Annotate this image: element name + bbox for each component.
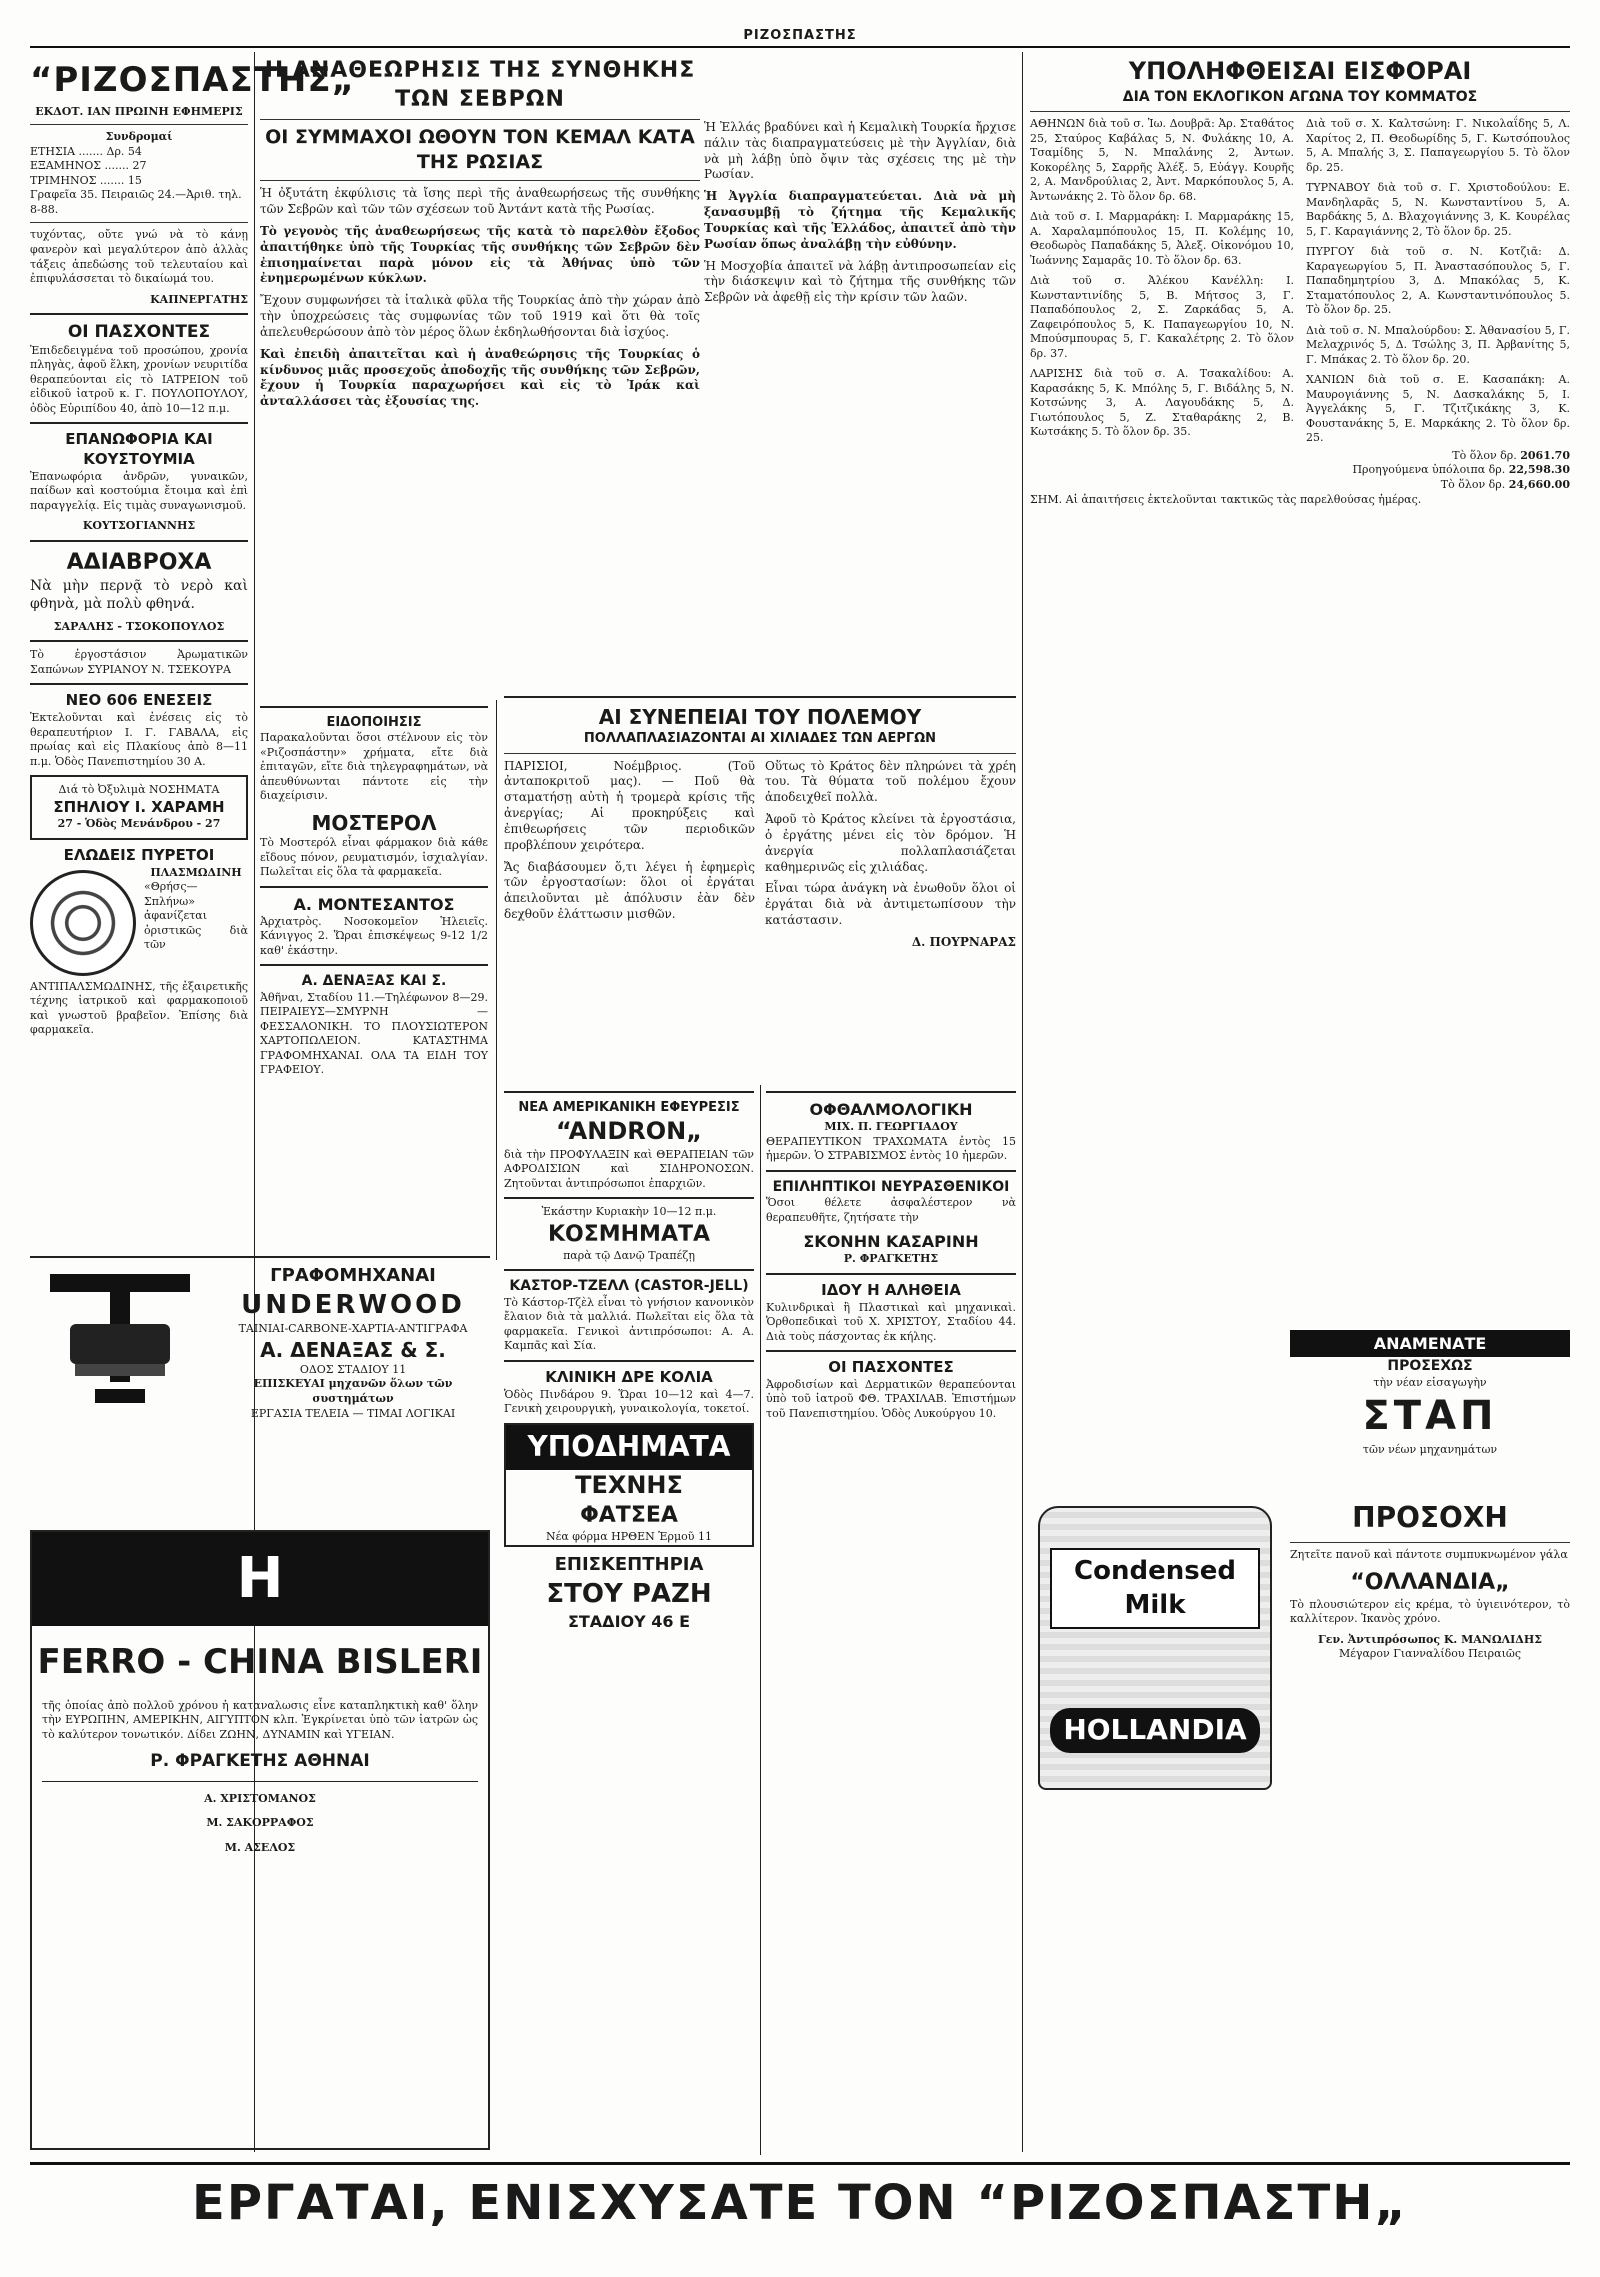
ad-line: ΕΡΓΑΣΙΑ ΤΕΛΕΙΑ — ΤΙΜΑΙ ΛΟΓΙΚΑΙ: [250, 1406, 456, 1420]
ad-name: ΣΑΡΑΛΗΣ - ΤΣΟΚΟΠΟΥΛΟΣ: [53, 619, 225, 633]
sub-price: 27: [132, 159, 147, 173]
running-head: ΡΙΖΟΣΠΑΣΤΗΣ: [743, 28, 857, 43]
divider: [504, 1269, 754, 1271]
divider: [260, 180, 700, 181]
doctor-name: Μ. ΣΑΚΟΡΡΑΦΟΣ: [206, 1816, 314, 1830]
total-row: [1030, 449, 1570, 464]
ad-text: Ἀθῆναι, Σταδίου 11.—Τηλέφωνον 8—29. ΠΕΙΡΑΙΕΥΣ—ΣΜΥΡΝΗ — ΦΕΣΣΑΛΟΝΙΚΗ. ΤΟ ΠΛΟΥΣΙΩΤΕΡΟΝ ΧΑΡΤΟΠΩΛΕΙΟΝ. ΚΑΤΑΣΤΗΜΑ ΓΡΑΦΟΜΗΧΑΝΑΙ. ΟΛΑ ΤΑ ΕΙΔΗ ΤΟΥ ΓΡΑΦΕΙΟΥ.: [260, 990, 488, 1077]
divider: [30, 1256, 490, 1258]
ad-title: Α. ΜΟΝΤΕΣΑΝΤΟΣ: [293, 894, 455, 914]
ad-text: Νὰ μὴν περνᾷ τὸ νερὸ καὶ φθηνὰ, μὰ πολὺ φθηνά.: [30, 577, 248, 613]
ad-line: ΕΠΙΣΚΕΥΑΙ μηχανῶν ὅλων τῶν συστημάτων: [253, 1377, 453, 1405]
divider: [30, 683, 248, 685]
top-rule: [30, 46, 1570, 48]
ad-line: ΤΑΙΝΙΑΙ-CARBONE-ΧΑΡΤΙΑ-ΑΝΤΙΓΡΑΦΑ: [238, 1322, 468, 1336]
ad-title: ΕΠΙΛΗΠΤΙΚΟΙ ΝΕΥΡΑΣΘΕΝΙΚΟΙ: [772, 1178, 1010, 1195]
ad-text: Ζητεῖτε πανοῦ καὶ πάντοτε συμπυκνωμένον γάλα: [1290, 1547, 1568, 1561]
dealer-name: Α. ΔΕΝΑΞΑΣ & Σ.: [260, 1337, 446, 1362]
divider: [766, 1273, 1016, 1275]
doctor-name: Μ. ΑΣΕΛΟΣ: [224, 1840, 296, 1854]
brand-name: UNDERWOOD: [241, 1289, 465, 1320]
divider: [30, 222, 248, 223]
article-paragraph: Οὕτως τὸ Κράτος δὲν πληρώνει τὰ χρέη του. Τὰ θύματα τοῦ πολέμου ἔχουν ἀποδειχθεῖ πολλὰ.: [765, 758, 1016, 805]
article-paragraph: Τὸ γεγονὸς τῆς ἀναθεωρήσεως τῆς κατὰ τὸ παρελθὸν ἔξοδος ἀπαιτήθηκε ὑπὸ τῆς Τουρκίας τῆς συνθήκης τῶν Σεβρῶν δὲν ἐπισημαίνεται παρὰ μόνον εἰς τὰ Ἀθήνας ὑπὸ τῶν ἐνημερωμένων κύκλων.: [260, 223, 700, 286]
divider: [504, 1360, 754, 1362]
masthead-subtitle: ΕΚΔΟΤ. ΙΑΝ ΠΡΩΙΝΗ ΕΦΗΜΕΡΙΣ: [35, 104, 243, 118]
product-name: ΣΚΟΝΗΝ ΚΑΣΑΡΙΝΗ: [803, 1232, 979, 1252]
footer-banner: ΕΡΓΑΤΑΙ, ΕΝΙΣΧΥΣΑΤΕ ΤΟΝ “ΡΙΖΟΣΠΑΣΤΗ„: [192, 2175, 1408, 2231]
prev-label: Προηγούμενα ὑπόλοιπα δρ.: [1352, 463, 1506, 477]
divider: [30, 124, 248, 125]
ad-text: ΘΕΡΑΠΕΥΤΙΚΟΝ ΤΡΑΧΩΜΑΤΑ ἐντὸς 15 ἡμερῶν. Ὁ ΣΤΡΑΒΙΣΜΟΣ ἐντὸς 10 ἡμερῶν.: [766, 1134, 1016, 1163]
masthead-title: “ΡΙΖΟΣΠΑΣΤΗΣ„: [30, 60, 355, 100]
ad-line: ΟΔΟΣ ΣΤΑΔΙΟΥ 11: [299, 1362, 407, 1376]
article-paragraph: Ἔχουν συμφωνήσει τὰ ἰταλικὰ φῦλα τῆς Τουρκίας ἀπὸ τὴν χώραν ἀπὸ τὴν ὑποχρεώσεις τὰς συμφωνίας τῶν τοῦ 1919 καὶ ὅτι θὰ τοῖς ἀπελευθερώσουν ἀπὸ τὸν μέρος ὅλων ἐκδηλωθήσονται διὰ ἰσχύος.: [260, 293, 700, 339]
ad-box: [30, 775, 248, 840]
typewriter-image: [30, 1264, 210, 1414]
contribution-entry: Διὰ τοῦ σ. Ἀλέκου Κανέλλη: Ι. Κωνσταντινίδης 5, Β. Μήτσος 3, Γ. Παπαδόπουλος 2, Σ. Ζαρκάδας 5, Α. Ζαφειρόπουλος 5, Κ. Παπαγεωργίου 10, Ν. Μπούσμπουρας 5, Γ. Κακαλέτρης 2. Τὸ ὅλον δρ. 37.: [1030, 274, 1294, 360]
editorial-text: τυχόντας, οὔτε γνώ νὰ τὸ κάνῃ φανερὸν καὶ μεγαλύτερον ἀπὸ ἀλλὰς τάξεις ἀπεδώσης τοῦ τελευταίου καὶ ἐπιφυλάσσεται τὸ δικαίωμά του.: [30, 228, 248, 286]
article-paragraph: Ἡ Ἀγγλία διαπραγματεύεται. Διὰ νὰ μὴ ξανασυμβῇ τὸ ζήτημα τῆς Κεμαλικῆς Τουρκίας καὶ τῆς Ἑλλάδος, ἀπαιτεῖ ἀπὸ τὴν Ρωσίαν ὅπως ἀναλάβῃ τὴν εὐθύνην.: [704, 189, 1016, 251]
ad-text: διὰ τὴν ΠΡΟΦΥΛΑΞΙΝ καὶ ΘΕΡΑΠΕΙΑΝ τῶν ΑΦΡΟΔΙΣΙΩΝ καὶ ΣΙΔΗΡΟΝΟΣΩΝ. Ζητοῦνται ἀντιπρόσωποι ἐπαρχιῶν.: [504, 1147, 754, 1190]
center-ads-column: [504, 1085, 754, 2155]
divider: [504, 1091, 754, 1093]
underwood-text: [210, 1264, 490, 1421]
ad-title: ΑΝΑΜΕΝΑΤΕ: [1290, 1330, 1570, 1357]
article-subtitle: ΠΟΛΛΑΠΛΑΣΙΑΖΟΝΤΑΙ ΑΙ ΧΙΛΙΑΔΕΣ ΤΩΝ ΑΕΡΓΩΝ: [583, 731, 937, 747]
divider: [260, 119, 700, 120]
ad-title: ΕΠΙΣΚΕΠΤΗΡΙΑ: [554, 1553, 704, 1575]
brand-name: ΣΤΑΠ: [1362, 1393, 1498, 1440]
notice-text: Παρακαλοῦνται ὅσοι στέλνουν εἰς τὸν «Ριζοσπάστην» χρήματα, εἴτε διὰ ἐπιταγῶν, εἴτε διὰ τηλεγραφημάτων, νὰ ἀπευθύνωνται πάντοτε εἰς τὴν διαχείρισιν.: [260, 731, 488, 803]
contributions-note: ΣΗΜ. Αἱ ἀπαιτήσεις ἐκτελοῦνται τακτικῶς τὰς παρελθούσας ἡμέρας.: [1030, 492, 1422, 506]
ad-title: ΟΙ ΠΑΣΧΟΝΤΕΣ: [828, 1358, 954, 1377]
prev-row: [1030, 463, 1570, 478]
ad-title: ΕΛΩΔΕΙΣ ΠΥΡΕΤΟΙ: [63, 845, 215, 864]
ad-text: Τὸ Κάστορ-Τζὲλ εἶναι τὸ γνήσιον κανονικὸν ἔλαιον διὰ τὰ μαλλιά. Πωλεῖται εἰς ὅλα τὰ φαρμακεῖα. Γενικοὶ ἀντιπρόσωποι: Α. Α. Καμπᾶς καὶ Σία.: [504, 1295, 754, 1353]
contribution-entry: ΑΘΗΝΩΝ διὰ τοῦ σ. Ἰω. Δουβρᾶ: Ἀρ. Σταθάτος 25, Σταύρος Καβάλας 5, Ν. Φυλάκης 10, Α. Τσαμίδης 5, Ν. Μπαλάνης 2, Ἀντων. Κοκορέλης 5, Σαρρῆς Ἀλέξ. 5, Εὐάγγ. Κουρῆς 2, Α. Μανδρούλιας 2, Ἀντ. Μαρκόπουλος 5, Α. Ἀντωνάκης 2. Τὸ ὅλον δρ. 68.: [1030, 117, 1294, 203]
divider: [260, 964, 488, 966]
subscription-row: ΤΡΙΜΗΝΟΣ ....... 15: [30, 173, 142, 187]
article-paragraph: Ἡ Ἐλλάς βραδύνει καὶ ἡ Κεμαλικὴ Τουρκία ἤρχισε πάλιν τὰς διαπραγματεύσεις μὲ τὴν Ἀγγλίαν, διὰ νὰ μὴ λάβῃ ὑπὸ ὄψιν τὰς σχέσεις της μὲ τὴν Ρωσίαν.: [704, 120, 1016, 182]
divider: [260, 886, 488, 888]
ad-name: Ρ. ΦΡΑΓΚΕΤΗΣ: [843, 1252, 939, 1266]
ad-line: Διά τὸ Ὀξυλιμὰ ΝΟΣΗΜΑΤΑ: [58, 783, 220, 797]
ad-text: Τὸ πλουσιώτερον εἰς κρέμα, τὸ ὑγιεινότερον, τὸ καλλίτερον. Ἱκανὸς χρόνο.: [1290, 1597, 1570, 1626]
center-right-column: [766, 1085, 1016, 2155]
contributions-list: [1030, 117, 1570, 449]
ad-line: Ἐκάστην Κυριακὴν 10—12 π.μ.: [541, 1205, 717, 1219]
contribution-entry: Διὰ τοῦ σ. Χ. Καλτσώνη: Γ. Νικολαΐδης 5, Λ. Χαρίτος 2, Π. Θεοδωρίδης 5, Γ. Κωτσόπουλος 5, Α. Μπαλής 3, Σ. Παπαγεωργίου 5. Τὸ ὅλον δρ. 25.: [1306, 117, 1570, 174]
can-brand: HOLLANDIA: [1050, 1708, 1260, 1753]
war-col: [504, 759, 755, 951]
ad-text: Ὁδὸς Πινδάρου 9. Ὥραι 10—12 καὶ 4—7. Γενικὴ χειρουργικὴ, γυναικολογία, τοκετοί.: [504, 1387, 754, 1416]
column-rule: [496, 700, 497, 1260]
brand-name: ΣΤΟΥ ΡΑΖΗ: [546, 1578, 712, 1609]
can-graphic: [1038, 1506, 1272, 1790]
brand-name: “ΟΛΛΑΝΔΙΑ„: [1350, 1570, 1510, 1596]
contribution-entry: Διὰ τοῦ σ. Ν. Μπαλούρδου: Σ. Ἀθανασίου 5, Γ. Μελαχρινός 5, Δ. Τσώλης 3, Π. Ἀρβανίτης 5, Γ. Μπάκας 2. Τὸ ὅλον δρ. 20.: [1306, 323, 1570, 366]
ad-text: Ὅσοι θέλετε ἀσφαλέστερον νὰ θεραπευθῆτε, ζητήσατε τὴν: [766, 1196, 1016, 1224]
ad-title: ΝΕΟ 606 ΕΝΕΣΕΙΣ: [65, 691, 213, 710]
ad-name: ΜΙΧ. Π. ΓΕΩΡΓΙΑΔΟΥ: [824, 1120, 958, 1134]
ad-title: ΟΦΘΑΛΜΟΛΟΓΙΚΗ: [809, 1100, 973, 1119]
divider: [260, 706, 488, 708]
underwood-ad: [30, 1250, 490, 1550]
ad-name: Γεν. Ἀντιπρόσωπος Κ. ΜΑΝΩΛΙΔΗΣ: [1317, 1632, 1543, 1646]
article-paragraph: Ἡ Μοσχοβία ἀπαιτεῖ νὰ λάβῃ ἀντιπροσωπείαν εἰς τὴν διάσκεψιν καὶ τὸ ζήτημα τῆς συνθήκης τῶν Σεβρῶν νὰ ἀφεθῇ εἰς τὴν κρίσιν τῶν λαῶν.: [704, 258, 1016, 305]
ad-title: FERRO - CHINA BISLERI: [37, 1641, 483, 1682]
can-label: Condensed Milk: [1050, 1548, 1260, 1629]
ad-title: ΝΕΑ ΑΜΕΡΙΚΑΝΙΚΗ ΕΦΕΥΡΕΣΙΣ: [518, 1100, 740, 1115]
agent-name: Ρ. ΦΡΑΓΚΕΤΗΣ ΑΘΗΝΑΙ: [150, 1751, 370, 1772]
footer-rule: [30, 2162, 1570, 2165]
article-paragraph: Ἡ ὀξυτάτη ἐκφύλισις τὰ ἴσης περὶ τῆς ἀναθεωρήσεως τῆς συνθήκης τῶν Σεβρῶν καὶ τῶν τῶν σχέσεων τοῦ Ἀντάντ κατὰ τῆς Ρωσίας.: [260, 186, 700, 217]
article-author: Δ. ΠΟΥΡΝΑΡΑΣ: [911, 934, 1016, 949]
subheadline: ΟΙ ΣΥΜΜΑΧΟΙ ΩΘΟΥΝ ΤΟΝ ΚΕΜΑΛ ΚΑΤΑ ΤΗΣ ΡΩΣΙΑΣ: [265, 126, 695, 174]
ad-name: ΚΟΥΤΣΟΓΙΑΝΝΗΣ: [82, 519, 196, 533]
contribution-entry: ΤΥΡΝΑΒΟΥ διὰ τοῦ σ. Γ. Χριστοδούλου: Ε. Μανδηλαρᾶς 5, Ν. Κωνσταντίνου 5, Α. Βαρδάκης 5, Δ. Βλαχογιάννης 3, Κ. Κουρέλας 5, Γ. Καραγιάννης 2, Τὸ ὅλον δρ. 25.: [1306, 181, 1570, 238]
article-title: ΑΙ ΣΥΝΕΠΕΙΑΙ ΤΟΥ ΠΟΛΕΜΟΥ: [598, 705, 922, 729]
stamp-label: ΠΛΑΣΜΩΔΙΝΗ: [150, 865, 242, 879]
ad-line: Μέγαρον Γιανναλίδου Πειραιῶς: [1338, 1647, 1522, 1661]
article-paragraph: Ἄς διαβάσουμεν ὅ,τι λέγει ἡ ἐφημερὶς τῶν ἐργοστασίων: ὅλοι οἱ ἐργάται ἀπειλοῦνται μὲ ἀπόλυσιν ἐὰν δὲν δεχθοῦν ἐλάττωσιν μισθῶν.: [504, 859, 755, 921]
shoes-ad: [504, 1423, 754, 1547]
divider: [1290, 1542, 1570, 1543]
divider: [766, 1350, 1016, 1352]
ad-title: ΚΑΣΤΟΡ-ΤΖΕΛΛ (CASTOR-JELL): [509, 1278, 749, 1295]
stap-ad: [1290, 1330, 1570, 1500]
divider: [30, 422, 248, 424]
war-col: [765, 759, 1016, 951]
milk-ad: [1290, 1500, 1570, 1800]
ad-title: ΓΡΑΦΟΜΗΧΑΝΑΙ: [270, 1265, 436, 1286]
ad-title: ΕΠΑΝΩΦΟΡΙΑ ΚΑΙ ΚΟΥΣΤΟΥΜΙΑ: [65, 430, 213, 468]
column-rule: [1022, 52, 1023, 2152]
divider: [1030, 111, 1570, 112]
ad-title: ΚΛΙΝΙΚΗ ΔΡΕ ΚΟΛΙΑ: [545, 1367, 713, 1386]
contribution-entry: ΧΑΝΙΩΝ διὰ τοῦ σ. Ε. Κασαπάκη: Α. Μαυρογιάννης 5, Ν. Δασκαλάκης 5, Ι. Ἀγγελάκης 5, Γ. Τζιτζικάκης 3, Κ. Φουστανάκης 5, Ε. Μαρκάκης 2. Τὸ ὅλον δρ. 25.: [1306, 373, 1570, 445]
editorial-author: ΚΑΠΝΕΡΓΑΤΗΣ: [150, 292, 248, 306]
headline: Η ΑΝΑΘΕΩΡΗΣΙΣ ΤΗΣ ΣΥΝΘΗΚΗΣ ΤΩΝ ΣΕΒΡΩΝ: [264, 58, 696, 113]
sub-period: ΤΡΙΜΗΝΟΣ: [30, 173, 97, 187]
ad-text: Ἐπανωφόρια ἀνδρῶν, γυναικῶν, παίδων καὶ κοστούμια ἔτοιμα καὶ ἐπὶ παραγγελίᾳ. Εἰς τιμὰς συναγωνισμοῦ.: [30, 469, 248, 512]
sub-price: 15: [127, 173, 142, 187]
ad-text: Ἐκτελοῦνται καὶ ἐνέσεις εἰς τὸ θεραπευτήριον Ι. Γ. ΓΑΒΑΛΑ, εἰς πρωίας καὶ εἰς Πλακίους ἀπὸ 8—11 π.μ. Ὁδὸς Πανεπιστημίου 30 Α.: [30, 711, 248, 768]
grand-label: Τὸ ὅλον δρ.: [1440, 478, 1506, 491]
divider: [504, 753, 1016, 754]
masthead-address: Γραφεῖα 35. Πειραιῶς 24.—Ἀριθ. τηλ. 8-88.: [30, 188, 242, 216]
section-title: ΥΠΟΛΗΦΘΕΙΣΑΙ ΕΙΣΦΟΡΑΙ: [1128, 57, 1472, 85]
ad-title: ΙΔΟΥ Η ΑΛΗΘΕΙΑ: [821, 1280, 961, 1299]
ad-title: ΚΟΣΜΗΜΑΤΑ: [547, 1221, 711, 1247]
brand-name: “ANDRON„: [555, 1117, 702, 1146]
section-subtitle: ΔΙΑ ΤΟΝ ΕΚΛΟΓΙΚΟΝ ΑΓΩΝΑ ΤΟΥ ΚΟΜΜΑΤΟΣ: [1122, 88, 1478, 105]
article-paragraph: Καὶ ἐπειδὴ ἀπαιτεῖται καὶ ἡ ἀναθεώρησις τῆς Τουρκίας ὁ κίνδυνος μιᾶς προσεχοῦς ἀποδοχῆς τῆς συνθήκης τῶν Σεβρῶν, ἔχουν ἡ Τουρκία παραχωρήσει καὶ εἰς τὸ Ἰράκ καὶ ἀνταλλάσσει τὰς ἐξουσίας της.: [260, 346, 700, 409]
ad-subtitle: ΠΡΟΣΕΧΩΣ: [1387, 1358, 1473, 1375]
contribution-entry: ΠΥΡΓΟΥ διὰ τοῦ σ. Ν. Κοτζιᾶ: Δ. Καραγεωργίου 5, Π. Ἀναστασόπουλος 5, Γ. Παπαδημητρίου 3, Δ. Μπακόλας 5, Κ. Σταματόπουλος 2, Α. Κωνσταντινόπουλος 5. Τὸ ὅλον δρ. 25.: [1306, 245, 1570, 317]
milk-can-image: [1030, 1500, 1280, 1800]
ad-line: τῶν νέων μηχανημάτων: [1362, 1442, 1498, 1456]
sub-period: ΕΤΗΣΙΑ: [30, 144, 76, 158]
subscription-row: ΕΞΑΜΗΝΟΣ ....... 27: [30, 159, 147, 173]
ad-subtitle: ΤΕΧΝΗΣ: [575, 1470, 683, 1499]
total-value: 2061.70: [1520, 448, 1570, 462]
ad-text: Τὸ Μοστερόλ εἶναι φάρμακον διὰ κάθε εἴδους πόνον, ρευματισμόν, ἰσχιαλγίαν. Πωλεῖται εἰς ὅλα τὰ φαρμακεῖα.: [260, 836, 488, 879]
ad-line: παρὰ τῷ Δανῷ Τραπέζῃ: [563, 1248, 695, 1262]
ad-title: ΣΠΗΛΙΟΥ Ι. ΧΑΡΑΜΗ: [53, 797, 225, 816]
ad-title: ΟΙ ΠΑΣΧΟΝΤΕΣ: [67, 322, 211, 343]
divider: [30, 540, 248, 542]
ad-text: Ἀρχιατρὸς. Νοσοκομεῖον Ἡλειεῖς. Κάνιγγος 2. Ὥραι ἐπισκέψεως 9-12 1/2 καθ' ἑκάστην.: [260, 914, 488, 957]
divider: [42, 1781, 478, 1782]
stamp-image: [30, 870, 136, 976]
sub-period: ΕΞΑΜΗΝΟΣ: [30, 159, 101, 173]
typewriter-icon: [40, 1264, 200, 1414]
article-paragraph: Εἶναι τώρα ἀνάγκη νὰ ἐνωθοῦν ὅλοι οἱ ἐργάται διὰ νὰ ἀντιμετωπίσουν τὴν κατάστασιν.: [765, 881, 1016, 927]
divider: [766, 1170, 1016, 1172]
notice-title: ΕΙΔΟΠΟΙΗΣΙΣ: [326, 715, 422, 730]
ad-line: Νέα φόρμα ΗΡΘΕΝ Ἑρμοῦ 11: [546, 1530, 712, 1544]
contribution-entry: ΛΑΡΙΣΗΣ διὰ τοῦ σ. Α. Τσακαλίδου: Α. Καρασάκης 5, Κ. Μπόλης 5, Γ. Βιδάλης 5, Ν. Κοτσώνης 3, Α. Λαγουδάκης 5, Δ. Γιωτόπουλος 5, Ζ. Σταθαράκης 2, Β. Κωτσάκης 5. Τὸ ὅλον δρ. 35.: [1030, 367, 1294, 439]
divider: [504, 696, 1016, 698]
divider: [30, 313, 248, 315]
article-paragraph: ΠΑΡΙΣΙΟΙ, Νοέμβριος. (Τοῦ ἀνταποκριτοῦ μας). — Ποῦ θὰ σταματήσῃ αὐτὴ ἡ τρομερὰ κρίσις τῆς ἀνεργίας; Αἱ προκηρύξεις καὶ ἐπιθεωρήσεις τῶν περιοδικῶν προβλέπουν χειρότερα.: [504, 758, 755, 852]
ad-text: Κυλινδρικαὶ ἢ Πλαστικαὶ καὶ μηχανικαὶ. Ὁρθοπεδικαὶ τοῦ Χ. ΧΡΙΣΤΟΥ, Σταδίου 44. Διὰ τοὺς πάσχοντας ἐκ κήλης.: [766, 1300, 1016, 1343]
ad-text: Ἀφροδισίων καὶ Δερματικῶν θεραπεύονται ὑπὸ τοῦ ἰατροῦ ΦΘ. ΤΡΑΧΙΛΑΒ. Ἐπιστήμων τοῦ Πανεπιστημίου. Ὁδὸς Λυκούργου 10.: [766, 1377, 1016, 1420]
grand-value: 24,660.00: [1508, 478, 1570, 491]
ad-text: Ἐπιδεδειγμένα τοῦ προσώπου, χρονία πληγὰς, ἀφοῦ ἕλκη, χρονίων νευριτίδα θεραπεύονται εἰς τὸ ΙΑΤΡΕΙΟΝ τοῦ εἰδικοῦ ἰατροῦ κ. Γ. ΠΟΥΛΟΠΟΥΛΟΥ, ὁδὸς Εὐριπίδου 40, ἀπὸ 10—12 π.μ.: [30, 343, 248, 415]
ad-line: ΣΤΑΔΙΟΥ 46 Ε: [567, 1612, 691, 1632]
ad-text: Τὸ ἐργοστάσιον Ἀρωματικῶν Σαπώνων ΣΥΡΙΑΝΟΥ Ν. ΤΣΕΚΟΥΡΑ: [30, 648, 248, 676]
ad-title: ΑΔΙΑΒΡΟΧΑ: [66, 549, 212, 575]
ad-title: ΠΡΟΣΟΧΗ: [1352, 1501, 1508, 1534]
subscriptions-heading: Συνδρομαί: [105, 130, 173, 144]
sub-price: Δρ. 54: [106, 144, 142, 158]
big-letter: Η: [32, 1532, 488, 1626]
ad-text: «Θρήσς—Σπλήνω» ἀφανίζεται ὁριστικῶς διὰ τῶν ΑΝΤΙΠΑΛΣΜΩΔΙΝΗΣ, τῆς ἐξαιρετικῆς τέχνης ἰατρικοῦ καὶ φαρμακοποιοῦ καὶ γνωστοῦ βραβεῖον. Ἐπίσης διὰ φαρμακεῖα.: [30, 880, 248, 1037]
divider: [504, 1197, 754, 1199]
front-article-right: [704, 120, 1016, 760]
war-columns: [504, 759, 1016, 951]
ad-text: τῆς ὁποίας ἀπὸ πολλοῦ χρόνου ἡ καταναλωσις εἶνε καταπληκτικὴ καθ' ὅλην τὴν ΕΥΡΩΠΗΝ, ΑΜΕΡΙΚΗΝ, ΑΙΓΥΠΤΟΝ κλπ. Ἐγκρίνεται ὑπὸ τῶν ἰατρῶν ὡς τὸ καλύτερον τονωτικόν. Δίδει ΖΩΗΝ, ΔΥΝΑΜΙΝ καὶ ΥΓΕΙΑΝ.: [42, 1698, 478, 1741]
ferro-china-ad: [30, 1530, 490, 2150]
contributions-column: [1030, 56, 1570, 1326]
prev-value: 22,598.30: [1508, 463, 1570, 477]
brand-name: ΦΑΤΣΕΑ: [580, 1503, 678, 1529]
ad-line: 27 - Ὁδὸς Μενάνδρου - 27: [57, 817, 221, 831]
ad-title: Α. ΔΕΝΑΞΑΣ ΚΑΙ Σ.: [301, 973, 447, 990]
grand-row: [1030, 478, 1570, 493]
ad-title: ΥΠΟΔΗΜΑΤΑ: [506, 1425, 752, 1470]
subscription-row: ΕΤΗΣΙΑ ....... Δρ. 54: [30, 144, 142, 158]
column-rule: [760, 1085, 761, 2155]
total-label: Τὸ ὅλον δρ.: [1452, 448, 1517, 462]
contribution-entry: Διὰ τοῦ σ. Ι. Μαρμαράκη: Ι. Μαρμαράκης 15, Α. Χαραλαμπόπουλος 15, Π. Κολέμης 10, Θεοδωρὸς Παπαδάκης 5, Ἀλεξ. Οἰκονόμου 10, Ἰωάννης Σαμαρᾶς 10. Τὸ ὅλον δρ. 63.: [1030, 210, 1294, 267]
doctor-name: Α. ΧΡΙΣΤΟΜΑΝΟΣ: [204, 1791, 316, 1805]
underwood-layout: [30, 1264, 490, 1421]
divider: [766, 1091, 1016, 1093]
ad-title: ΜΟΣΤΕΡΟΛ: [311, 810, 437, 835]
divider: [30, 640, 248, 642]
article-paragraph: Ἀφοῦ τὸ Κράτος κλείνει τὰ ἐργοστάσια, ὁ ἐργάτης μένει εἰς τὸν δρόμον. Ἡ ἀνεργία πολλαπλασιάζεται καθημερινῶς εἰς χιλιάδας.: [765, 812, 1016, 874]
front-article-left: [260, 56, 700, 696]
ad-line: τὴν νέαν εἰσαγωγὴν: [1373, 1375, 1487, 1389]
